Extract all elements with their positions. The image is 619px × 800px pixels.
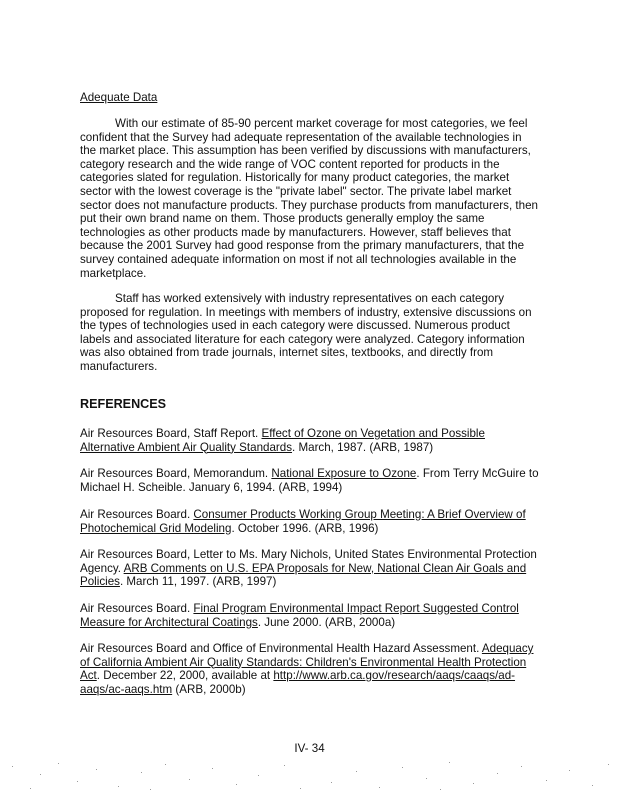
reference-date: . From Terry McGuire to Michael H. Scheible. January 6, 1994. (ARB, 1994) xyxy=(80,467,539,494)
reference-item xyxy=(80,548,540,589)
reference-title: ARB Comments on U.S. EPA Proposals for New, National Clean Air Goals and Policies xyxy=(80,561,527,589)
reference-item xyxy=(80,427,540,454)
reference-source: Air Resources Board and Office of Environmental Health Hazard Assessment. xyxy=(80,642,482,655)
scan-noise xyxy=(0,760,619,792)
reference-item xyxy=(80,642,540,696)
reference-source: Air Resources Board, Memorandum. xyxy=(80,467,272,480)
reference-date: . December 22, 2000, available at xyxy=(96,669,274,683)
reference-url-link[interactable]: http://www.arb.ca.gov/research/aaqs/caaqs/ad-aaqs/ac-aaqs.htm xyxy=(80,669,516,696)
reference-date: . March, 1987. (ARB, 1987) xyxy=(292,440,434,454)
reference-item xyxy=(80,602,540,629)
reference-item xyxy=(80,508,540,535)
reference-source: Air Resources Board, Letter to Ms. Mary Nichols, United States Environmental Protection Agency. xyxy=(80,548,537,575)
reference-title: Final Program Environmental Impact Report Suggested Control Measure for Architectural Coatings xyxy=(80,602,519,629)
section-heading: Adequate Data xyxy=(80,91,158,104)
reference-title: Effect of Ozone on Vegetation and Possible Alternative Ambient Air Quality Standards xyxy=(80,427,485,454)
reference-date: . June 2000. (ARB, 2000a) xyxy=(257,615,396,629)
reference-date: . March 11, 1997. (ARB, 1997) xyxy=(119,575,277,589)
reference-title: Consumer Products Working Group Meeting: A Brief Overview of Photochemical Grid Modeling xyxy=(80,508,526,535)
reference-citation: (ARB, 2000b) xyxy=(172,682,246,696)
paragraph-industry-outreach: Staff has worked extensively with industry representatives on each category proposed for regulation. In meetings with members of industry, extensive discussions on the types of technologies used in each category were discussed. Numerous product labels and associated literature for each category were analyzed. Category information was also obtained from trade journals, internet sites, textbooks, and directly from manufacturers. xyxy=(80,292,532,373)
reference-source: Air Resources Board, Staff Report. xyxy=(80,427,262,440)
paragraph-market-coverage: With our estimate of 85-90 percent market coverage for most categories, we feel confident that the Survey had adequate representation of the available technologies in the market place. This assumption has been verified by discussions with manufacturers, category research and the wide range of VOC content reported for products in the categories slated for regulation. Historically for many product categories, the market sector with the lowest coverage is the "private label" sector. The private label market sector does not manufacture products. They purchase products from manufacturers, then put their own brand name on them. Those products generally employ the same technologies as other products made by manufacturers. However, staff believes that because the 2001 Survey had good response from the primary manufacturers, that the survey contained adequate information on most if not all technologies available in the marketplace. xyxy=(80,117,538,280)
reference-title: National Exposure to Ozone xyxy=(271,467,417,480)
reference-source: Air Resources Board. xyxy=(80,602,194,615)
reference-item xyxy=(80,467,540,494)
page-number: IV- 34 xyxy=(294,742,325,755)
references-heading: REFERENCES xyxy=(80,397,167,411)
reference-date: . October 1996. (ARB, 1996) xyxy=(231,521,379,535)
reference-source: Air Resources Board. xyxy=(80,508,194,521)
reference-title: Adequacy of California Ambient Air Quality Standards: Children's Environmental Health Protection Act xyxy=(80,642,534,683)
